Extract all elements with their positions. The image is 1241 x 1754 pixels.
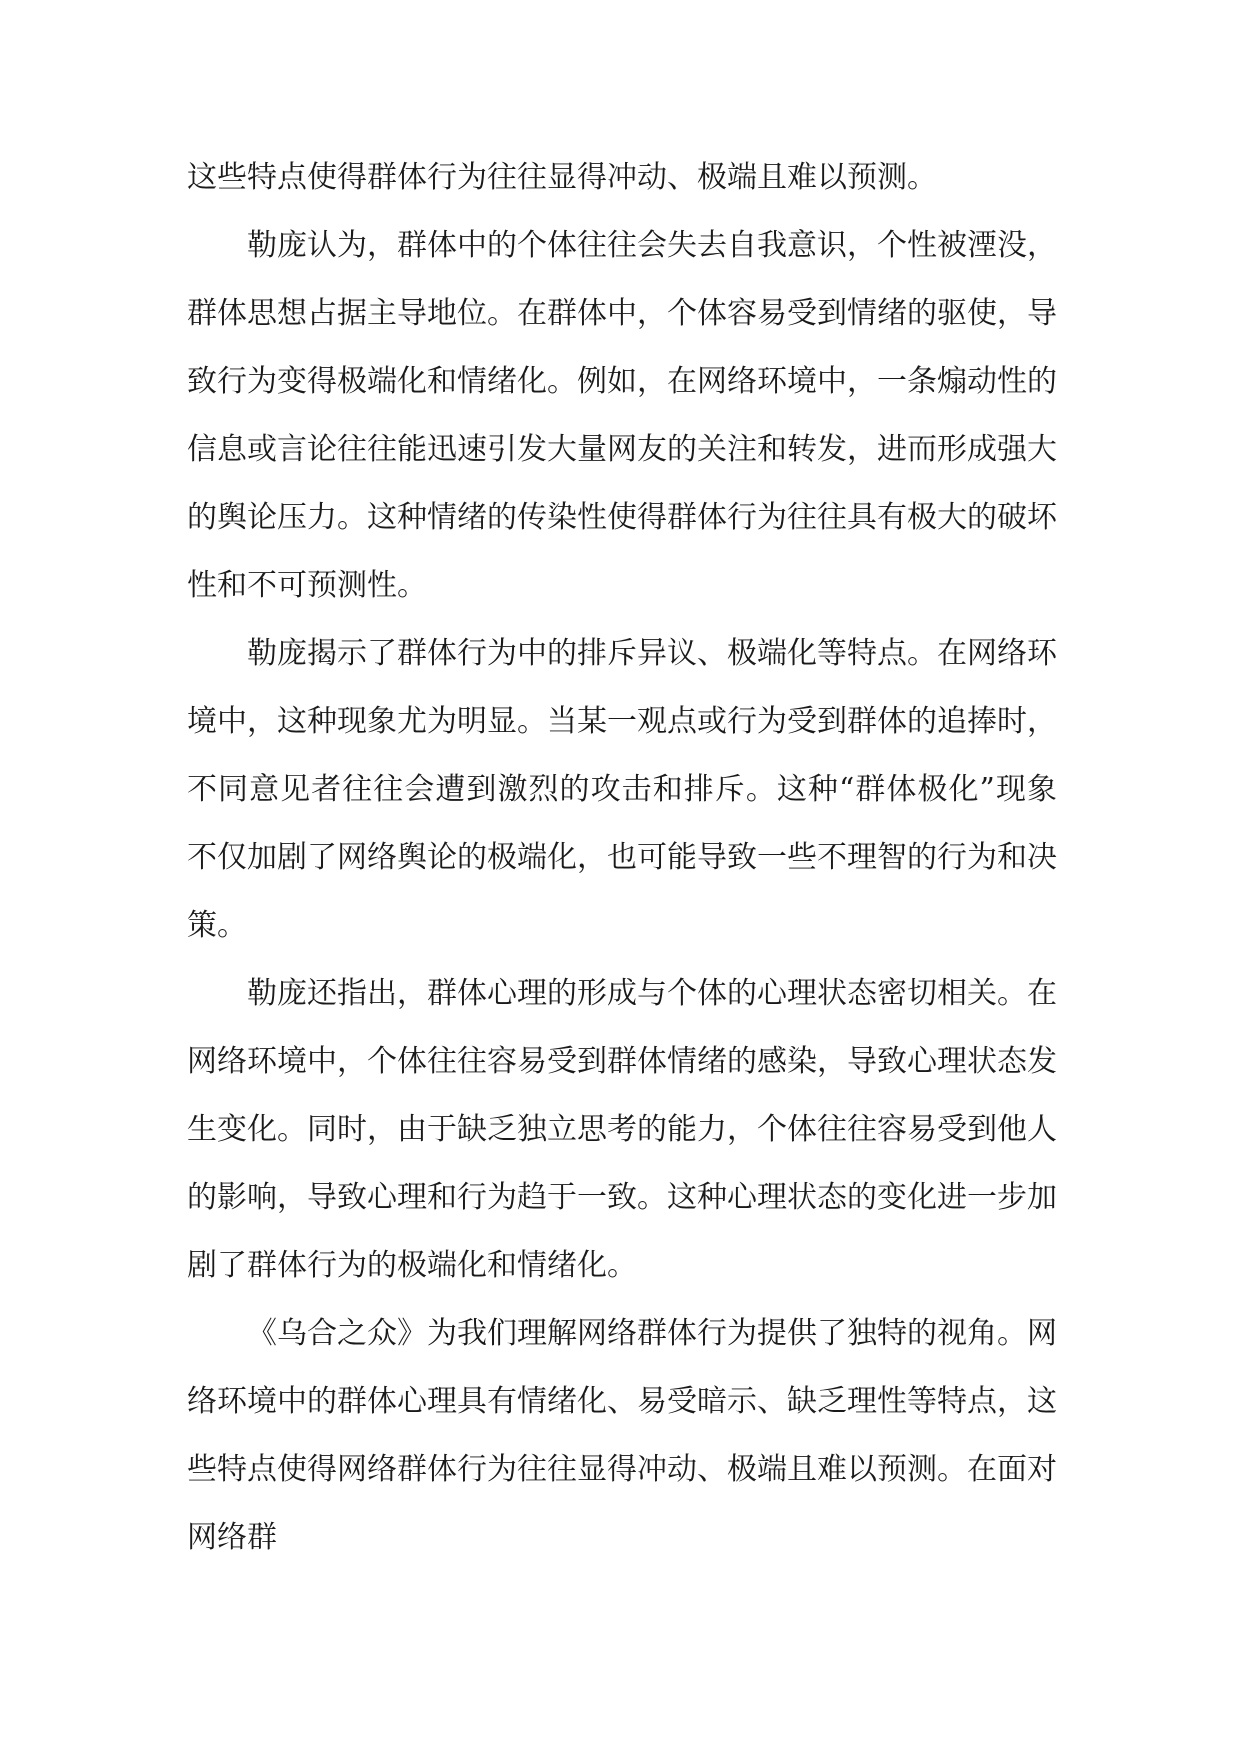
paragraph: 《乌合之众》为我们理解网络群体行为提供了独特的视角。网络环境中的群体心理具有情绪化、易受暗示、缺乏理性等特点，这些特点使得网络群体行为往往显得冲动、极端且难以预测。在面对网络群	[187, 1316, 1057, 1555]
paragraph: 勒庞认为，群体中的个体往往会失去自我意识，个性被湮没，群体思想占据主导地位。在群体中，个体容易受到情绪的驱使，导致行为变得极端化和情绪化。例如，在网络环境中，一条煽动性的信息或言论往往能迅速引发大量网友的关注和转发，进而形成强大的舆论压力。这种情绪的传染性使得群体行为往往具有极大的破坏性和不可预测性。	[187, 228, 1057, 603]
document-body	[187, 144, 1057, 1572]
paragraph-continuation: 这些特点使得群体行为往往显得冲动、极端且难以预测。	[187, 160, 937, 195]
paragraph: 勒庞还指出，群体心理的形成与个体的心理状态密切相关。在网络环境中，个体往往容易受到群体情绪的感染，导致心理状态发生变化。同时，由于缺乏独立思考的能力，个体往往容易受到他人的影响，导致心理和行为趋于一致。这种心理状态的变化进一步加剧了群体行为的极端化和情绪化。	[187, 976, 1057, 1283]
paragraph: 勒庞揭示了群体行为中的排斥异议、极端化等特点。在网络环境中，这种现象尤为明显。当某一观点或行为受到群体的追捧时，不同意见者往往会遭到激烈的攻击和排斥。这种“群体极化”现象不仅加剧了网络舆论的极端化，也可能导致一些不理智的行为和决策。	[187, 636, 1057, 943]
